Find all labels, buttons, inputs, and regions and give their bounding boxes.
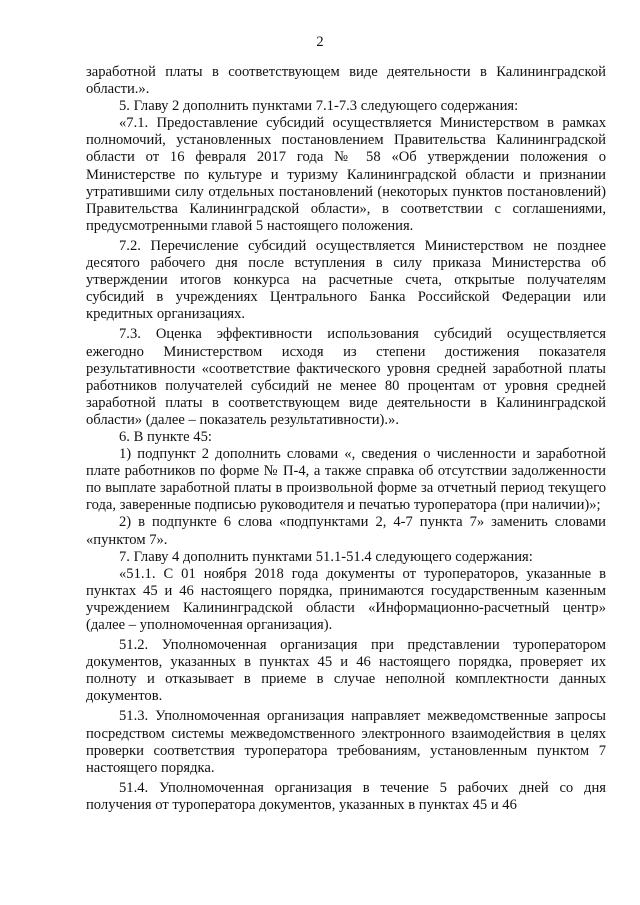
page-number: 2 — [316, 34, 324, 50]
paragraph-subitem-2: 2) в подпункте 6 слова «подпунктами 2, 4-7 пункта 7» заменить словами «пунктом 7». — [86, 514, 606, 548]
paragraph-item-5: 5. Главу 2 дополнить пунктами 7.1-7.3 следующего содержания: — [119, 98, 519, 115]
paragraph-7-1: «7.1. Предоставление субсидий осуществляется Министерством в рамках полномочий, установленных постановлением Правительства Калининградской области от 16 февраля 2017 года № 58 «Об утверждении положения о Министерстве по культуре и туризму Калининградской области и признании утратившими силу отдельных постановлений (некоторых пунктов постановлений) Правительства Калининградской области», в соответствии с соглашениями, предусмотренными главой 5 настоящего положения. — [86, 115, 606, 234]
paragraph-subitem-1: 1) подпункт 2 дополнить словами «, сведения о численности и заработной плате работников по форме № П-4, а также справка об отсутствии задолженности по выплате заработной платы в произвольной форме за отчетный период текущего года, заверенные подписью руководителя и печатью туроператора (при наличии)»; — [86, 446, 606, 514]
paragraph-item-7: 7. Главу 4 дополнить пунктами 51.1-51.4 следующего содержания: — [119, 548, 533, 565]
document-body — [86, 64, 606, 814]
paragraph-51-3: 51.3. Уполномоченная организация направляет межведомственные запросы посредством системы межведомственного электронного взаимодействия в целях проверки соответствия туроператора требованиям, установленным пунктом 7 настоящего порядка. — [86, 708, 606, 776]
paragraph-continuation: заработной платы в соответствующем виде деятельности в Калининградской области.». — [86, 64, 606, 98]
paragraph-item-6: 6. В пункте 45: — [119, 428, 212, 445]
paragraph-7-2: 7.2. Перечисление субсидий осуществляется Министерством не позднее десятого рабочего дня после вступления в силу приказа Министерства об утверждении итогов конкурса на расчетные счета, открытые получателям субсидий в учреждениях Центрального Банка Российской Федерации или кредитных организациях. — [86, 237, 606, 323]
paragraph-51-4: 51.4. Уполномоченная организация в течение 5 рабочих дней со дня получения от туроператора документов, указанных в пунктах 45 и 46 — [86, 779, 606, 813]
paragraph-7-3: 7.3. Оценка эффективности использования субсидий осуществляется ежегодно Министерством исходя из степени достижения показателя результативности «соответствие фактического уровня средней заработной платы работников получателей субсидий не менее 80 процентам от уровня средней заработной платы в соответствующем виде деятельности в Калининградской области» (далее – показатель результативности).». — [86, 326, 606, 428]
paragraph-51-2: 51.2. Уполномоченная организация при представлении туроператором документов, указанных в пунктах 45 и 46 настоящего порядка, проверяет их полноту и отказывает в приеме в случае неполной комплектности данных документов. — [86, 637, 606, 705]
paragraph-51-1: «51.1. С 01 ноября 2018 года документы от туроператоров, указанные в пунктах 45 и 46 настоящего порядка, принимаются государственным казенным учреждением Калининградской области «Информационно-расчетный центр» (далее – уполномоченная организация). — [86, 565, 606, 633]
